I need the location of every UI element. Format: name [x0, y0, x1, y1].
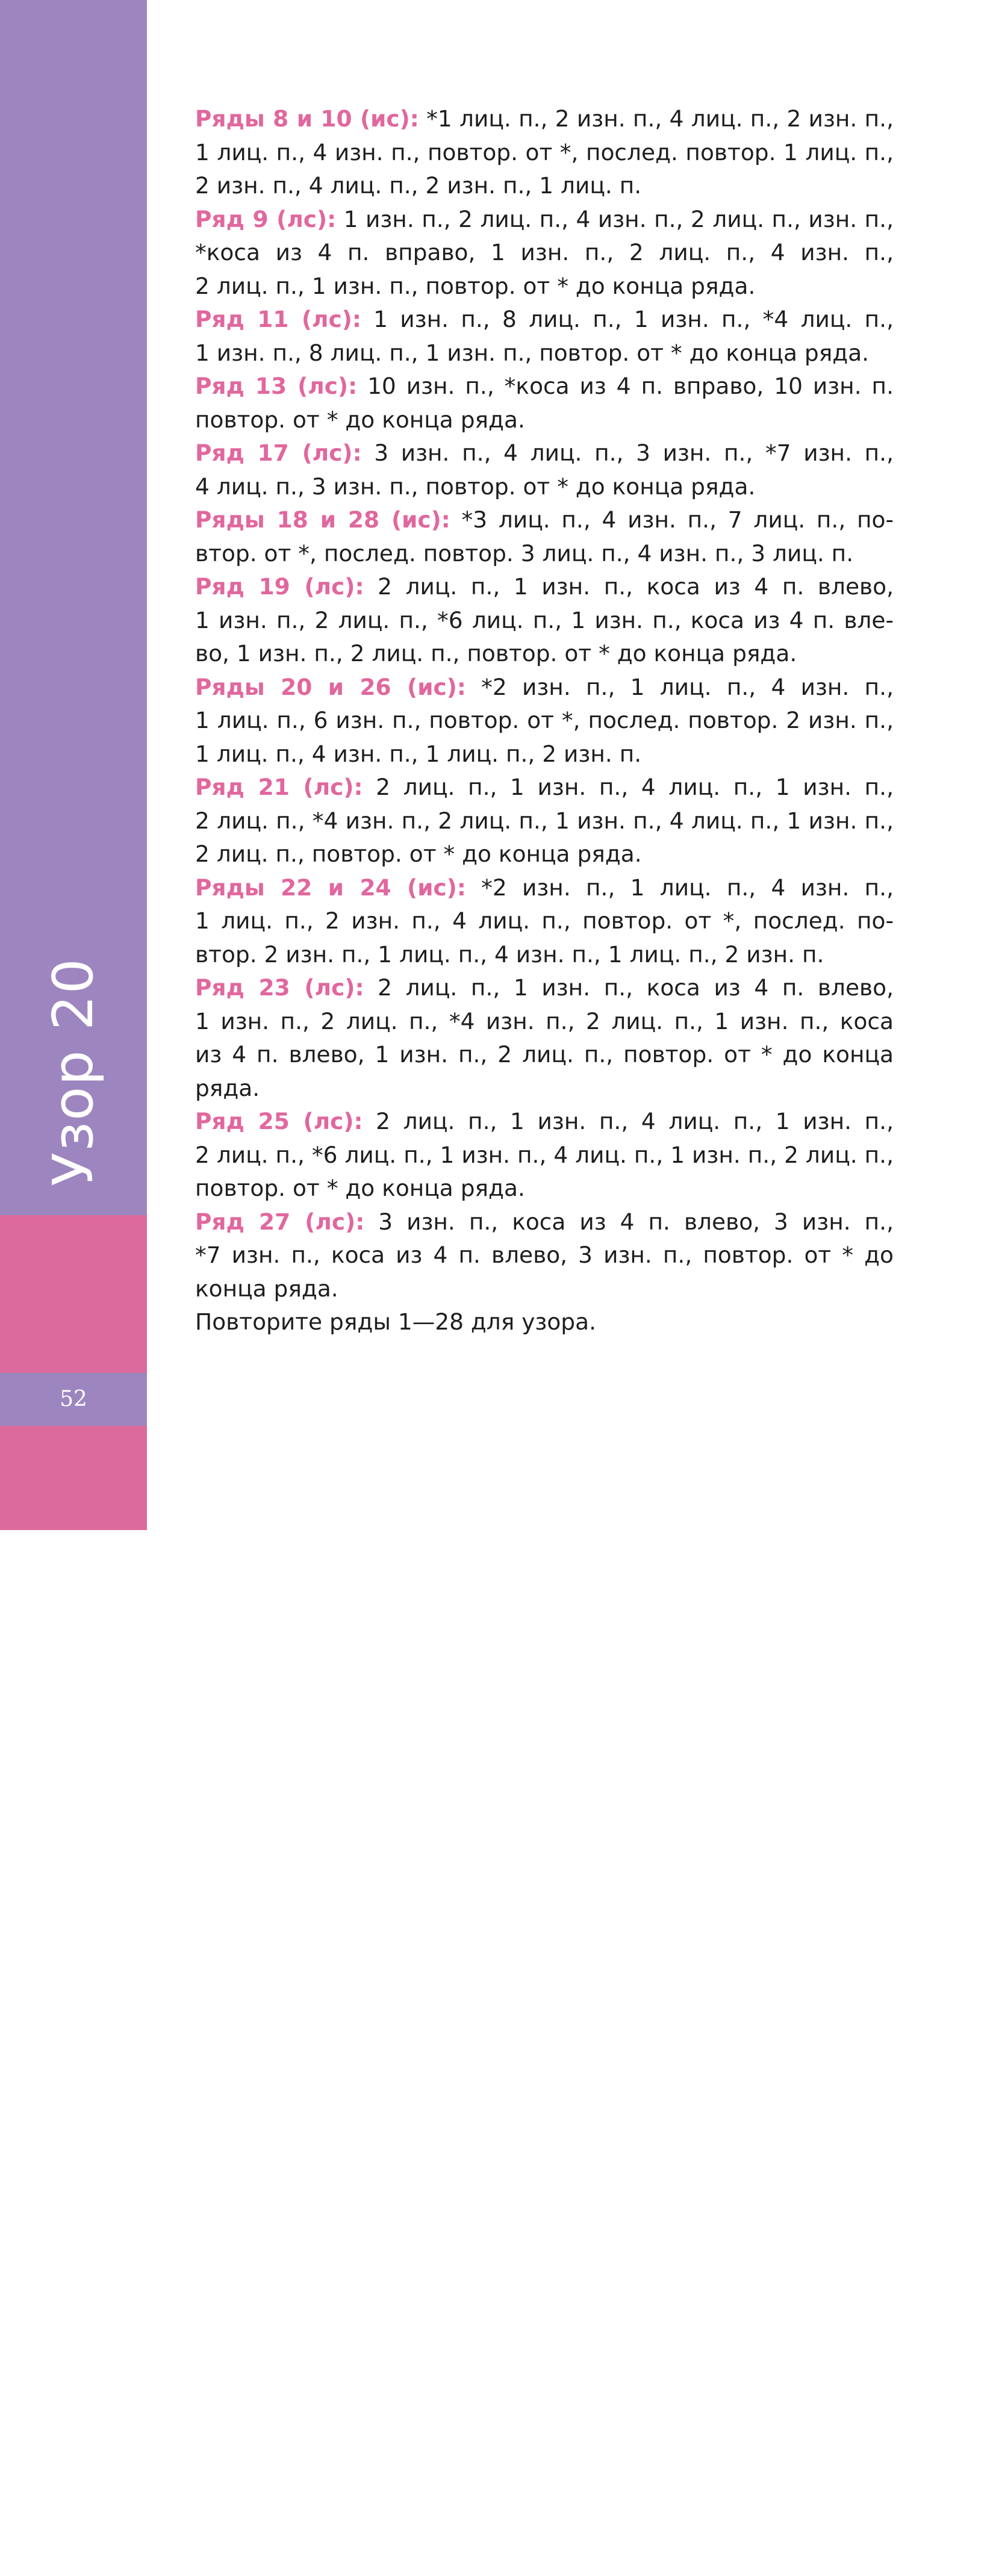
instruction-line: [195, 1105, 894, 1139]
instruction-line: [195, 738, 894, 771]
row-label: Ряд 13 (лс):: [195, 373, 358, 399]
instruction-line: [195, 303, 894, 337]
row-text: 3 изн. п., коса из 4 п. влево, 3 изн. п.,: [364, 1208, 894, 1235]
row-text: 2 лиц. п., *4 изн. п., 2 лиц. п., 1 изн. п., 4 лиц. п., 1 изн. п.,: [195, 807, 894, 834]
instruction-line: [195, 337, 894, 370]
row-label: Ряд 17 (лс):: [195, 440, 362, 466]
instruction-line: [195, 203, 894, 237]
row-label: Ряды 8 и 10 (ис):: [195, 105, 419, 132]
row-text: 1 изн. п., 2 лиц. п., *6 лиц. п., 1 изн. п., коса из 4 п. вле-: [195, 606, 894, 633]
row-text: повтор. от * до конца ряда.: [195, 1175, 525, 1201]
sidebar-purple-band: [0, 0, 147, 1215]
instruction-line: [195, 270, 894, 303]
row-text: 2 изн. п., 4 лиц. п., 2 изн. п., 1 лиц. п.: [195, 172, 642, 199]
instruction-line: [195, 537, 894, 571]
instruction-line: [195, 804, 894, 838]
row-text: *1 лиц. п., 2 изн. п., 4 лиц. п., 2 изн. п.,: [419, 105, 894, 132]
instruction-line: [195, 1038, 894, 1072]
row-text: *2 изн. п., 1 лиц. п., 4 изн. п.,: [465, 673, 894, 700]
row-label: Ряды 18 и 28 (ис):: [195, 506, 450, 533]
row-text: Повторите ряды 1—28 для узора.: [195, 1308, 597, 1335]
instruction-line: [195, 169, 894, 203]
instruction-line: [195, 671, 894, 705]
instruction-line: [195, 1005, 894, 1039]
row-label: Ряд 21 (лс):: [195, 774, 363, 800]
instruction-line: [195, 904, 894, 938]
instruction-line: [195, 470, 894, 504]
row-text: 1 лиц. п., 4 изн. п., 1 лиц. п., 2 изн. п.: [195, 740, 642, 767]
yarn-ball-with-crochet-hook-icon: [31, 2456, 140, 2576]
instruction-line: [195, 503, 894, 537]
instruction-line: [195, 570, 894, 604]
row-text: 2 лиц. п., 1 изн. п., 4 лиц. п., 1 изн. п.,: [363, 1108, 894, 1134]
row-text: 1 изн. п., 2 лиц. п., 4 изн. п., 2 лиц. п., изн. п.,: [336, 205, 894, 232]
instruction-line: [195, 1239, 894, 1272]
instruction-line: [195, 1172, 894, 1206]
row-text: 2 лиц. п., *6 лиц. п., 1 изн. п., 4 лиц. п., 1 изн. п., 2 лиц. п.,: [195, 1141, 894, 1168]
instruction-line: [195, 637, 894, 671]
instruction-line: [195, 102, 894, 136]
row-text: 2 лиц. п., 1 изн. п., повтор. от * до конца ряда.: [195, 272, 756, 299]
instruction-line: [195, 771, 894, 804]
instruction-line: [195, 1072, 894, 1106]
row-label: Ряд 25 (лс):: [195, 1108, 363, 1134]
row-text: 1 лиц. п., 6 изн. п., повтор. от *, послед. повтор. 2 изн. п.,: [195, 707, 894, 733]
pattern-title: Узор 20: [41, 957, 105, 1186]
instruction-line: [195, 1139, 894, 1172]
instruction-line: [195, 1206, 894, 1239]
instruction-line: [195, 403, 894, 437]
row-text: 1 лиц. п., 2 изн. п., 4 лиц. п., повтор. от *, послед. по-: [195, 907, 894, 934]
instruction-line: [195, 370, 894, 403]
row-text: втор. 2 изн. п., 1 лиц. п., 4 изн. п., 1 лиц. п., 2 изн. п.: [195, 941, 824, 968]
row-text: 3 изн. п., 4 лиц. п., 3 изн. п., *7 изн. п.,: [361, 440, 894, 466]
sidebar-bottom-band: [0, 1426, 147, 1530]
instruction-line: [195, 1305, 894, 1339]
instruction-line: [195, 437, 894, 470]
row-text: 2 лиц. п., 1 изн. п., 4 лиц. п., 1 изн. п.,: [363, 774, 894, 800]
sidebar: [0, 0, 147, 1530]
row-text: из 4 п. влево, 1 изн. п., 2 лиц. п., повтор. от * до конца: [195, 1041, 894, 1068]
row-text: *2 изн. п., 1 лиц. п., 4 изн. п.,: [465, 874, 894, 901]
row-text: 2 лиц. п., повтор. от * до конца ряда.: [195, 841, 642, 867]
row-label: Ряд 23 (лс):: [195, 974, 364, 1001]
instruction-line: [195, 838, 894, 871]
row-label: Ряд 11 (лс):: [195, 306, 361, 332]
row-text: 1 изн. п., 8 лиц. п., 1 изн. п., *4 лиц. п.,: [361, 306, 894, 332]
row-text: 2 лиц. п., 1 изн. п., коса из 4 п. влево,: [364, 573, 894, 600]
row-text: 10 изн. п., *коса из 4 п. вправо, 10 изн. п.: [357, 373, 894, 399]
row-text: 2 лиц. п., 1 изн. п., коса из 4 п. влево,: [364, 974, 894, 1001]
instruction-line: [195, 1272, 894, 1306]
row-text: 4 лиц. п., 3 изн. п., повтор. от * до конца ряда.: [195, 473, 756, 500]
page-number: 52: [60, 1387, 87, 1411]
pattern-instructions: [195, 102, 894, 1339]
row-label: Ряд 9 (лс):: [195, 205, 337, 232]
row-text: 1 лиц. п., 4 изн. п., повтор. от *, послед. повтор. 1 лиц. п.,: [195, 138, 894, 166]
row-label: Ряд 19 (лс):: [195, 573, 364, 600]
row-label: Ряды 22 и 24 (ис):: [195, 874, 466, 901]
row-text: конца ряда.: [195, 1275, 338, 1302]
instruction-line: [195, 938, 894, 972]
instruction-line: [195, 971, 894, 1005]
instruction-line: [195, 136, 894, 170]
row-label: Ряды 20 и 26 (ис):: [195, 673, 466, 700]
row-text: *коса из 4 п. вправо, 1 изн. п., 2 лиц. п., 4 изн. п.,: [195, 239, 894, 266]
row-text: 1 изн. п., 2 лиц. п., *4 изн. п., 2 лиц. п., 1 изн. п., коса: [195, 1007, 894, 1034]
instruction-line: [195, 871, 894, 905]
instruction-line: [195, 236, 894, 270]
row-text: *7 изн. п., коса из 4 п. влево, 3 изн. п., повтор. от * до: [195, 1242, 894, 1268]
instruction-line: [195, 704, 894, 738]
row-text: во, 1 изн. п., 2 лиц. п., повтор. от * до конца ряда.: [195, 640, 797, 667]
sidebar-icon-band: [0, 1215, 147, 1373]
row-text: ряда.: [195, 1074, 260, 1101]
row-text: *3 лиц. п., 4 изн. п., 7 лиц. п., по-: [450, 506, 894, 533]
row-text: 1 изн. п., 8 лиц. п., 1 изн. п., повтор. от * до конца ряда.: [195, 339, 870, 366]
row-label: Ряд 27 (лс):: [195, 1208, 365, 1235]
instruction-line: [195, 604, 894, 638]
row-text: втор. от *, послед. повтор. 3 лиц. п., 4 изн. п., 3 лиц. п.: [195, 540, 854, 567]
row-text: повтор. от * до конца ряда.: [195, 406, 525, 433]
